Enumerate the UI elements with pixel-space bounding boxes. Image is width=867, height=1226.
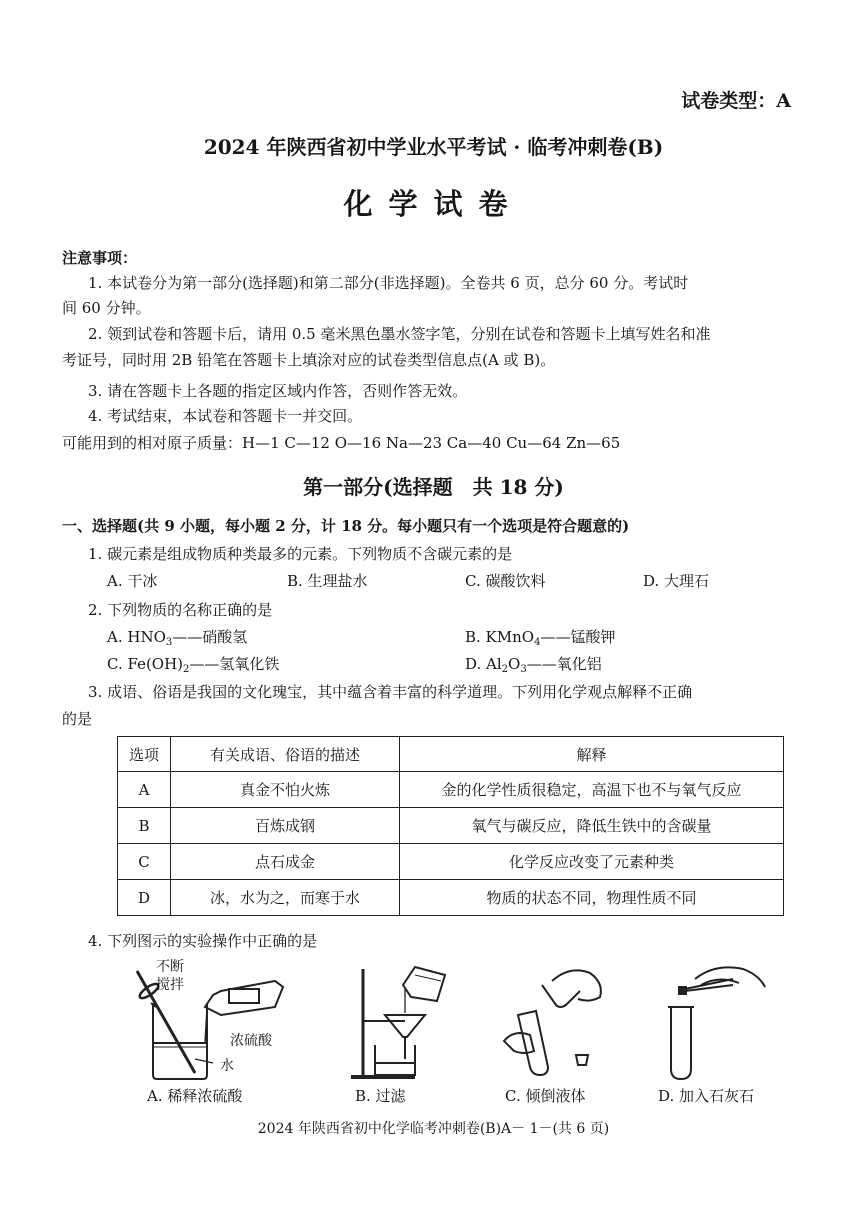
q2-option-a: A. $HNO_3——$硝酸氢 <box>107 628 248 648</box>
table-cell: 化学反应改变了元素种类 <box>400 844 784 880</box>
q3-table <box>117 736 784 916</box>
notice-item-2-cont: 考证号，同时用 2B 铅笔在答题卡上填涂对应的试卷类型信息点(A 或 B)。 <box>62 351 556 369</box>
figure-c-pouring <box>490 955 630 1085</box>
q1-option-b: B. 生理盐水 <box>287 572 368 590</box>
table-header-cell: 有关成语、俗语的描述 <box>171 737 400 772</box>
notice-item-2: 2. 领到试卷和答题卡后，请用 0.5 毫米黑色墨水签字笔，分别在试卷和答题卡上填写姓名和准 <box>88 325 711 343</box>
table-cell: 真金不怕火炼 <box>171 772 400 808</box>
table-header-row <box>118 737 784 772</box>
table-row <box>118 808 784 844</box>
part1-title: 第一部分(选择题 共 18 分) <box>303 475 564 499</box>
figure-a-water-label: 水 <box>220 1058 234 1074</box>
exam-title: 2024 年陕西省初中学业水平考试 · 临考冲刺卷(B) <box>203 135 664 159</box>
q2-option-b: B. KMnO$_4$——锰酸钾 <box>465 628 616 648</box>
q1-option-d: D. 大理石 <box>643 572 710 590</box>
atomic-masses: 可能用到的相对原子质量：H—1 C—12 O—16 Na—23 Ca—40 Cu—64 Zn—65 <box>62 434 621 452</box>
figure-a-acid-label: 浓硫酸 <box>230 1033 272 1049</box>
q3-stem-line2: 的是 <box>62 710 93 728</box>
table-cell: 百炼成钢 <box>171 808 400 844</box>
q1-option-c: C. 碳酸饮料 <box>465 572 546 590</box>
table-row <box>118 772 784 808</box>
table-row <box>118 880 784 916</box>
table-header-cell: 选项 <box>118 737 171 772</box>
table-cell: 金的化学性质很稳定，高温下也不与氧气反应 <box>400 772 784 808</box>
section-heading: 一、选择题(共 9 小题，每小题 2 分，计 18 分。每小题只有一个选项是符合题意的) <box>62 517 630 535</box>
figure-b-filtration <box>345 955 465 1085</box>
q4-stem: 4. 下列图示的实验操作中正确的是 <box>88 932 318 950</box>
table-cell: 物质的状态不同，物理性质不同 <box>400 880 784 916</box>
table-header-cell: 解释 <box>400 737 784 772</box>
q1-option-a: A. 干冰 <box>107 572 158 590</box>
figure-d-label: D. 加入石灰石 <box>658 1087 755 1105</box>
table-row <box>118 844 784 880</box>
table-cell: 氧气与碳反应，降低生铁中的含碳量 <box>400 808 784 844</box>
table-cell: C <box>118 844 171 880</box>
figure-c-label: C. 倾倒液体 <box>505 1087 586 1105</box>
table-cell: B <box>118 808 171 844</box>
subject-title: 化学试卷 <box>343 187 524 221</box>
table-cell: D <box>118 880 171 916</box>
q2-option-d: D. $Al_2O_3——$氧化铝 <box>465 655 602 675</box>
q2-stem: 2. 下列物质的名称正确的是 <box>88 601 273 619</box>
notice-item-4: 4. 考试结束，本试卷和答题卡一并交回。 <box>88 407 363 425</box>
q1-stem: 1. 碳元素是组成物质种类最多的元素。下列物质不含碳元素的是 <box>88 545 513 563</box>
notice-item-3: 3. 请在答题卡上各题的指定区域内作答，否则作答无效。 <box>88 382 468 400</box>
q3-stem-line1: 3. 成语、俗语是我国的文化瑰宝，其中蕴含着丰富的科学道理。下列用化学观点解释不正确 <box>88 683 693 701</box>
figure-d-limestone <box>655 955 785 1085</box>
page-footer: 2024 年陕西省初中化学临考冲刺卷(B)A－ 1－(共 6 页) <box>257 1121 610 1137</box>
figure-a-note-2: 搅拌 <box>156 977 184 993</box>
q2-option-c: C. $Fe(OH)_2——$氢氧化铁 <box>107 655 280 675</box>
notice-item-1-cont: 间 60 分钟。 <box>62 299 151 317</box>
paper-type-label: 试卷类型：A <box>681 90 791 112</box>
notice-heading: 注意事项： <box>62 249 138 267</box>
table-cell: A <box>118 772 171 808</box>
notice-item-1: 1. 本试卷分为第一部分(选择题)和第二部分(非选择题)。全卷共 6 页，总分 60 分。考试时 <box>88 274 689 292</box>
figure-a-note-1: 不断 <box>156 959 184 975</box>
table-cell: 点石成金 <box>171 844 400 880</box>
figure-a-label: A. 稀释浓硫酸 <box>147 1087 243 1105</box>
table-cell: 冰，水为之，而寒于水 <box>171 880 400 916</box>
figure-b-label: B. 过滤 <box>355 1087 406 1105</box>
figure-a-dilution <box>125 955 305 1085</box>
